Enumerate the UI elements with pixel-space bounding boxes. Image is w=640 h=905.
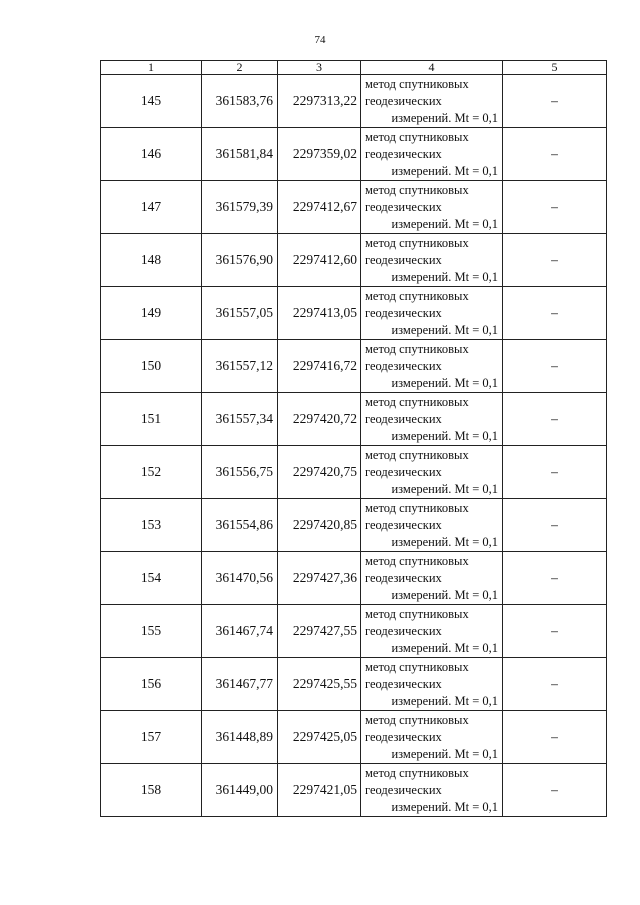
coordinates-table — [100, 60, 607, 817]
x-coordinate-cell: 361557,05 — [202, 287, 278, 340]
y-coordinate-cell: 2297416,72 — [278, 340, 361, 393]
method-text-line: измерений. Mt = 0,1 — [391, 163, 498, 178]
method-text-line: геодезических — [365, 676, 442, 691]
method-cell — [361, 234, 503, 287]
dash-mark: – — [551, 305, 558, 320]
y-coordinate-cell: 2297413,05 — [278, 287, 361, 340]
method-cell — [361, 340, 503, 393]
method-text-line: геодезических — [365, 411, 442, 426]
method-text-line: метод спутниковых — [365, 765, 469, 780]
method-text-line: геодезических — [365, 729, 442, 744]
method-text-line: метод спутниковых — [365, 659, 469, 674]
method-text-line: измерений. Mt = 0,1 — [391, 322, 498, 337]
y-coordinate-cell: 2297359,02 — [278, 128, 361, 181]
method-text-line: измерений. Mt = 0,1 — [391, 428, 498, 443]
table-row — [101, 658, 607, 711]
x-coordinate-cell: 361579,39 — [202, 181, 278, 234]
method-text-line: измерений. Mt = 0,1 — [391, 110, 498, 125]
method-cell — [361, 764, 503, 817]
method-text-line: измерений. Mt = 0,1 — [391, 534, 498, 549]
note-cell — [503, 234, 607, 287]
point-number-cell: 147 — [101, 181, 202, 234]
column-header-5: 5 — [503, 61, 607, 75]
table-row — [101, 128, 607, 181]
y-coordinate-cell: 2297427,55 — [278, 605, 361, 658]
method-text-line: метод спутниковых — [365, 129, 469, 144]
table-row — [101, 393, 607, 446]
note-cell — [503, 340, 607, 393]
y-coordinate-cell: 2297420,72 — [278, 393, 361, 446]
dash-mark: – — [551, 676, 558, 691]
table-row — [101, 340, 607, 393]
note-cell — [503, 287, 607, 340]
method-text-line: метод спутниковых — [365, 553, 469, 568]
method-text-line: метод спутниковых — [365, 235, 469, 250]
x-coordinate-cell: 361448,89 — [202, 711, 278, 764]
method-text-line: геодезических — [365, 305, 442, 320]
method-cell — [361, 75, 503, 128]
method-text-line: метод спутниковых — [365, 341, 469, 356]
method-text-line: измерений. Mt = 0,1 — [391, 269, 498, 284]
method-text-line: метод спутниковых — [365, 712, 469, 727]
table-row — [101, 499, 607, 552]
table-row — [101, 552, 607, 605]
table-body — [101, 75, 607, 817]
note-cell — [503, 181, 607, 234]
table-header — [101, 61, 607, 75]
note-cell — [503, 393, 607, 446]
point-number-cell: 152 — [101, 446, 202, 499]
method-text-line: метод спутниковых — [365, 394, 469, 409]
y-coordinate-cell: 2297313,22 — [278, 75, 361, 128]
y-coordinate-cell: 2297412,67 — [278, 181, 361, 234]
table-row — [101, 605, 607, 658]
method-text-line: метод спутниковых — [365, 606, 469, 621]
y-coordinate-cell: 2297421,05 — [278, 764, 361, 817]
point-number-cell: 158 — [101, 764, 202, 817]
table-row — [101, 234, 607, 287]
method-text-line: геодезических — [365, 199, 442, 214]
dash-mark: – — [551, 623, 558, 638]
method-cell — [361, 446, 503, 499]
method-text-line: метод спутниковых — [365, 76, 469, 91]
point-number-cell: 148 — [101, 234, 202, 287]
method-cell — [361, 287, 503, 340]
note-cell — [503, 446, 607, 499]
method-cell — [361, 711, 503, 764]
method-text-line: измерений. Mt = 0,1 — [391, 693, 498, 708]
y-coordinate-cell: 2297412,60 — [278, 234, 361, 287]
dash-mark: – — [551, 358, 558, 373]
point-number-cell: 146 — [101, 128, 202, 181]
note-cell — [503, 75, 607, 128]
method-text-line: измерений. Mt = 0,1 — [391, 216, 498, 231]
point-number-cell: 145 — [101, 75, 202, 128]
table-row — [101, 75, 607, 128]
note-cell — [503, 552, 607, 605]
y-coordinate-cell: 2297425,55 — [278, 658, 361, 711]
page-number: 74 — [314, 34, 326, 46]
dash-mark: – — [551, 729, 558, 744]
table-row — [101, 181, 607, 234]
method-text-line: метод спутниковых — [365, 182, 469, 197]
method-text-line: геодезических — [365, 146, 442, 161]
note-cell — [503, 711, 607, 764]
dash-mark: – — [551, 570, 558, 585]
x-coordinate-cell: 361583,76 — [202, 75, 278, 128]
header-row — [101, 61, 607, 75]
method-text-line: геодезических — [365, 93, 442, 108]
x-coordinate-cell: 361467,74 — [202, 605, 278, 658]
method-text-line: геодезических — [365, 517, 442, 532]
x-coordinate-cell: 361581,84 — [202, 128, 278, 181]
dash-mark: – — [551, 411, 558, 426]
method-text-line: геодезических — [365, 623, 442, 638]
point-number-cell: 156 — [101, 658, 202, 711]
column-header-3: 3 — [278, 61, 361, 75]
method-cell — [361, 181, 503, 234]
point-number-cell: 157 — [101, 711, 202, 764]
method-text-line: метод спутниковых — [365, 447, 469, 462]
method-text-line: геодезических — [365, 252, 442, 267]
method-cell — [361, 552, 503, 605]
method-text-line: метод спутниковых — [365, 500, 469, 515]
method-text-line: измерений. Mt = 0,1 — [391, 481, 498, 496]
method-text-line: геодезических — [365, 358, 442, 373]
x-coordinate-cell: 361557,12 — [202, 340, 278, 393]
method-text-line: измерений. Mt = 0,1 — [391, 746, 498, 761]
dash-mark: – — [551, 199, 558, 214]
method-text-line: метод спутниковых — [365, 288, 469, 303]
method-text-line: геодезических — [365, 782, 442, 797]
method-text-line: измерений. Mt = 0,1 — [391, 375, 498, 390]
x-coordinate-cell: 361449,00 — [202, 764, 278, 817]
point-number-cell: 149 — [101, 287, 202, 340]
point-number-cell: 153 — [101, 499, 202, 552]
note-cell — [503, 499, 607, 552]
note-cell — [503, 658, 607, 711]
table-row — [101, 287, 607, 340]
dash-mark: – — [551, 782, 558, 797]
method-cell — [361, 658, 503, 711]
method-text-line: измерений. Mt = 0,1 — [391, 640, 498, 655]
method-text-line: измерений. Mt = 0,1 — [391, 587, 498, 602]
y-coordinate-cell: 2297427,36 — [278, 552, 361, 605]
x-coordinate-cell: 361467,77 — [202, 658, 278, 711]
point-number-cell: 154 — [101, 552, 202, 605]
note-cell — [503, 764, 607, 817]
dash-mark: – — [551, 252, 558, 267]
x-coordinate-cell: 361576,90 — [202, 234, 278, 287]
y-coordinate-cell: 2297425,05 — [278, 711, 361, 764]
point-number-cell: 150 — [101, 340, 202, 393]
note-cell — [503, 605, 607, 658]
x-coordinate-cell: 361554,86 — [202, 499, 278, 552]
dash-mark: – — [551, 146, 558, 161]
method-text-line: измерений. Mt = 0,1 — [391, 799, 498, 814]
method-cell — [361, 499, 503, 552]
point-number-cell: 155 — [101, 605, 202, 658]
column-header-4: 4 — [361, 61, 503, 75]
column-header-1: 1 — [101, 61, 202, 75]
method-cell — [361, 128, 503, 181]
table-row — [101, 764, 607, 817]
column-header-2: 2 — [202, 61, 278, 75]
x-coordinate-cell: 361557,34 — [202, 393, 278, 446]
method-text-line: геодезических — [365, 570, 442, 585]
note-cell — [503, 128, 607, 181]
y-coordinate-cell: 2297420,85 — [278, 499, 361, 552]
dash-mark: – — [551, 464, 558, 479]
point-number-cell: 151 — [101, 393, 202, 446]
method-cell — [361, 393, 503, 446]
method-cell — [361, 605, 503, 658]
table-row — [101, 446, 607, 499]
method-text-line: геодезических — [365, 464, 442, 479]
x-coordinate-cell: 361470,56 — [202, 552, 278, 605]
dash-mark: – — [551, 93, 558, 108]
dash-mark: – — [551, 517, 558, 532]
x-coordinate-cell: 361556,75 — [202, 446, 278, 499]
y-coordinate-cell: 2297420,75 — [278, 446, 361, 499]
table-row — [101, 711, 607, 764]
